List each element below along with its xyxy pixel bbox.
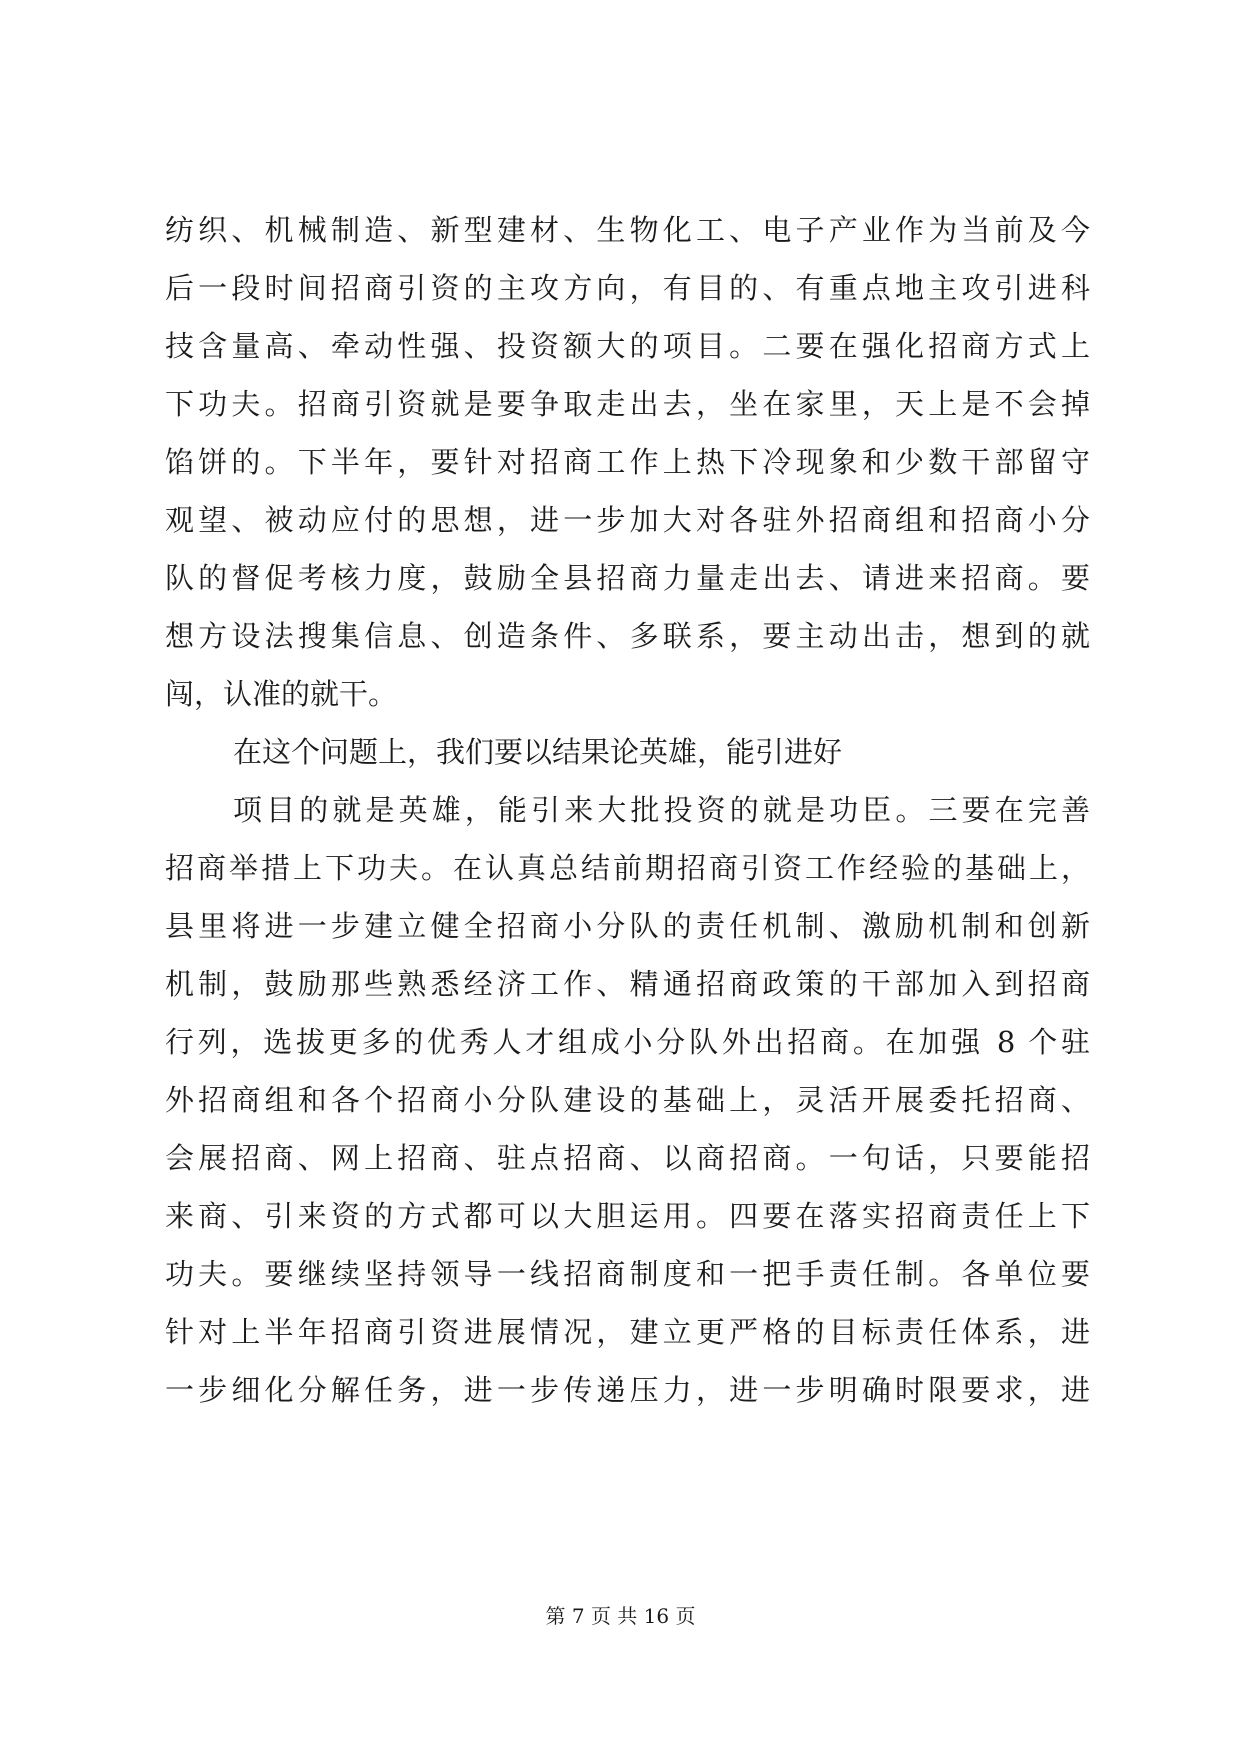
- body-text-line: 一步细化分解任务，进一步传递压力，进一步明确时限要求，进: [165, 1373, 1090, 1407]
- body-text-line: 观望、被动应付的思想，进一步加大对各驻外招商组和招商小分: [165, 503, 1090, 537]
- body-text-line: 闯，认准的就干。: [165, 677, 398, 711]
- body-text-line: 下功夫。招商引资就是要争取走出去，坐在家里，天上是不会掉: [165, 387, 1090, 421]
- body-text-line: 想方设法搜集信息、创造条件、多联系，要主动出击，想到的就: [165, 619, 1090, 653]
- body-text-line: 招商举措上下功夫。在认真总结前期招商引资工作经验的基础上，: [165, 851, 1090, 885]
- body-text-line: 行列，选拔更多的优秀人才组成小分队外出招商。在加强 8 个驻: [165, 1025, 1090, 1059]
- body-text-line: 外招商组和各个招商小分队建设的基础上，灵活开展委托招商、: [165, 1083, 1090, 1117]
- body-text-line: 机制，鼓励那些熟悉经济工作、精通招商政策的干部加入到招商: [165, 967, 1090, 1001]
- body-text-line: 后一段时间招商引资的主攻方向，有目的、有重点地主攻引进科: [165, 271, 1090, 305]
- body-text-line: 纺织、机械制造、新型建材、生物化工、电子产业作为当前及今: [165, 213, 1090, 247]
- body-text-line: 县里将进一步建立健全招商小分队的责任机制、激励机制和创新: [165, 909, 1090, 943]
- body-text-line: 在这个问题上，我们要以结果论英雄，能引进好: [233, 735, 843, 769]
- body-text-line: 功夫。要继续坚持领导一线招商制度和一把手责任制。各单位要: [165, 1257, 1090, 1291]
- body-text-line: 项目的就是英雄，能引来大批投资的就是功臣。三要在完善: [233, 793, 1090, 827]
- body-text-line: 技含量高、牵动性强、投资额大的项目。二要在强化招商方式上: [165, 329, 1090, 363]
- body-text-line: 会展招商、网上招商、驻点招商、以商招商。一句话，只要能招: [165, 1141, 1090, 1175]
- body-text-line: 来商、引来资的方式都可以大胆运用。四要在落实招商责任上下: [165, 1199, 1090, 1233]
- body-text-line: 队的督促考核力度，鼓励全县招商力量走出去、请进来招商。要: [165, 561, 1090, 595]
- body-text-line: 馅饼的。下半年，要针对招商工作上热下冷现象和少数干部留守: [165, 445, 1090, 479]
- page-footer: 第 7 页 共 16 页: [545, 1604, 696, 1628]
- body-text-line: 针对上半年招商引资进展情况，建立更严格的目标责任体系，进: [165, 1315, 1090, 1349]
